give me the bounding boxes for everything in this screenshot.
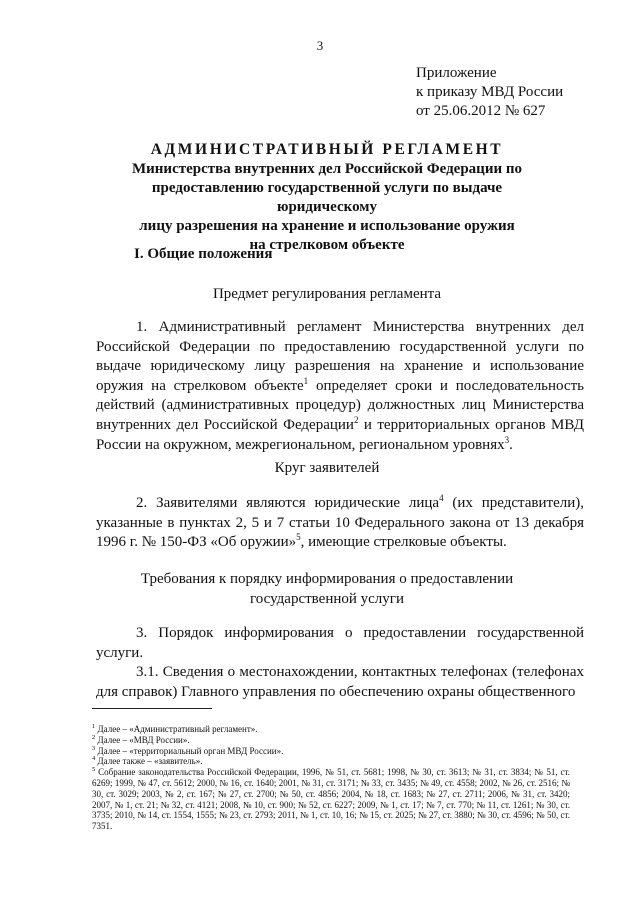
appendix-line: от 25.06.2012 № 627 (416, 103, 546, 119)
title-line: Министерства внутренних дел Российской Федерации по (131, 161, 522, 177)
footnote-text: Далее – «Административный регламент». (95, 724, 258, 734)
paragraph-2 (96, 494, 584, 553)
footnote-item (92, 746, 570, 757)
section-title: I. Общие положения (134, 246, 273, 262)
requirements-heading (112, 569, 542, 609)
p2-text: 2. Заявителями являются юридические лица (136, 495, 440, 511)
footnote-item (92, 756, 570, 767)
footnote-number: 3 (92, 744, 96, 752)
paragraph-3-1: 3.1. Сведения о местонахождении, контактных телефонах (телефонах для справок) Главного управления по обеспечению охраны общественного (96, 664, 584, 700)
requirements-heading-line: государственной услуги (250, 591, 404, 607)
p1-text: и территориальных органов МВД России на окружном, межрегиональном, региональном уровнях (96, 416, 584, 453)
footnote-item (92, 724, 570, 735)
footnotes (92, 724, 570, 832)
title-line: лицу разрешения на хранение и использование оружия (139, 218, 515, 234)
p1-text: 1. Административный регламент Министерства внутренних дел Российской Федерации по предоставлению государственной услуги по выдаче юридическому лицу разрешения на хранение и использование оружия на стрелковом объекте (96, 319, 584, 394)
footnote-ref: 4 (439, 493, 444, 503)
p1-text: определяет сроки и последовательность действий (административных процедур) должностных лиц Министерства внутренних дел Российской Федерации (96, 377, 584, 433)
footnote-ref: 5 (296, 532, 301, 543)
footnote-text: Далее также – «заявитель». (95, 756, 203, 767)
appendix-line: к приказу МВД России (416, 84, 564, 100)
appendix-line: Приложение (416, 65, 497, 81)
title-line: предоставлению государственной услуги по выдаче юридическому (151, 180, 503, 215)
applicants-heading: Круг заявителей (274, 460, 380, 476)
footnote-text: Далее – «территориальный орган МВД России». (95, 745, 284, 756)
title-main: АДМИНИСТРАТИВНЫЙ РЕГЛАМЕНТ (150, 141, 504, 158)
footnote-text: Собрание законодательства Российской Федерации, 1996, № 51, ст. 5681; 1998, № 30, ст. 3613; № 31, ст. 3834; № 51, ст. 6269; 1999, № 47, ст. 5612; 2000, № 16, ст. 1640; 2001, № 31, ст. 3171; № 33, ст. 3435; № 49, ст. 4558; 2002, № 26, ст. 2516; № 30, ст. 3029; 2003, № 2, ст. 167; № 27, ст. 2700; № 50, ст. 4856; 2004, № 18, ст. 1683; № 27, ст. 2711; 2006, № 31, ст. 3420; 2007, № 1, ст. 21; № 32, ст. 4121; 2008, № 10, ст. 900; № 52, ст. 6227; 2009, № 1, ст. 17; № 7, ст. 770; № 11, ст. 1261; № 30, ст. 3735; 2010, № 14, ст. 1554, 1555; № 23, ст. 2793; 2011, № 1, ст. 10, 16; № 15, ст. 2025; № 27, ст. 3880; № 30, ст. 4596; № 50, ст. 7351. (92, 767, 570, 832)
footnote-divider (92, 708, 212, 709)
page-number: 3 (316, 38, 324, 53)
footnote-text: Далее – «МВД России». (95, 734, 190, 745)
requirements-heading-line: Требования к порядку информирования о предоставлении (140, 571, 514, 587)
appendix-block (416, 64, 563, 121)
paragraph-1 (96, 318, 584, 455)
p1-text: . (509, 436, 513, 453)
p2-text: , имеющие стрелковые объекты. (300, 534, 507, 551)
footnote-ref: 1 (303, 375, 309, 386)
footnote-ref: 3 (504, 434, 510, 445)
footnote-number: 2 (92, 733, 96, 741)
footnote-item (92, 735, 570, 746)
paragraph-3: 3. Порядок информирования о предоставлении государственной услуги. (96, 625, 584, 661)
document-title (112, 140, 542, 255)
p2-text: (их представители), указанные в пунктах 2, 5 и 7 статьи 10 Федерального закона от 13 декабря 1996 г. № 150-ФЗ «Об оружии» (96, 495, 584, 551)
subject-heading: Предмет регулирования регламента (212, 286, 442, 302)
footnote-number: 5 (92, 766, 96, 774)
footnote-number: 1 (92, 723, 96, 730)
footnote-item (92, 767, 570, 832)
title-line: на стрелковом объекте (249, 237, 405, 253)
footnote-ref: 2 (353, 414, 359, 425)
footnote-number: 4 (92, 755, 96, 763)
